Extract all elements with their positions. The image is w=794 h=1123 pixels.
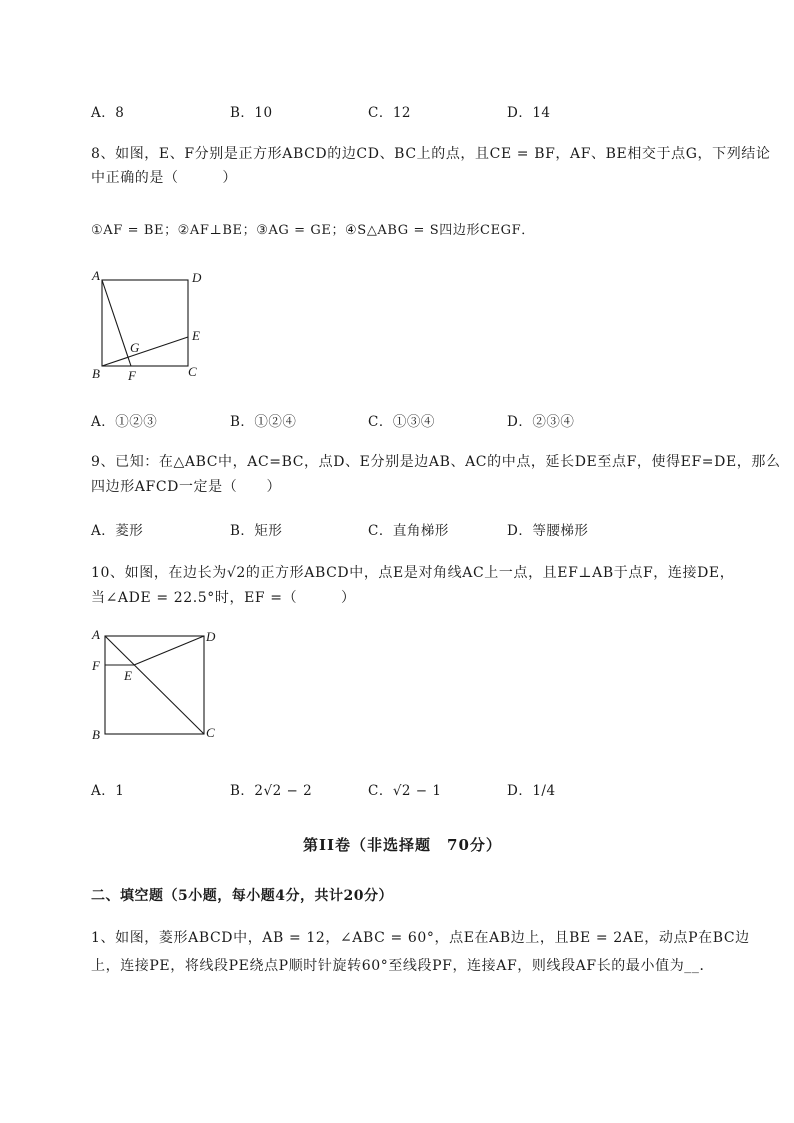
q10-figure: [88, 624, 228, 748]
q8-label-d: D: [192, 270, 202, 285]
q10-label-f: F: [92, 658, 100, 673]
q10-stem-line1: 10、如图，在边长为√2的正方形ABCD中，点E是对角线AC上一点，且EF⊥AB于点F，连接DE，: [91, 565, 735, 581]
q10-label-a: A: [92, 627, 100, 642]
q8-option-c: C．①③④: [368, 414, 435, 430]
q10-segment-de: [134, 636, 204, 665]
q8-label-b: B: [92, 366, 100, 381]
q8-label-f: F: [128, 368, 136, 383]
q10-label-d: D: [206, 629, 216, 644]
q8-option-b: B．①②④: [230, 414, 297, 430]
q10-option-b: B．2√2 − 2: [230, 783, 313, 799]
q8-segment-af: [102, 280, 131, 366]
q10-label-e: E: [124, 668, 132, 683]
q9-option-d: D．等腰梯形: [507, 523, 589, 539]
q9-option-c: C．直角梯形: [368, 523, 449, 539]
q8-square: [102, 280, 188, 366]
q9-option-b: B．矩形: [230, 523, 283, 539]
q8-segment-be: [102, 337, 188, 366]
part2-title: 第II卷（非选择题 70分）: [303, 836, 502, 854]
q8-option-d: D．②③④: [507, 414, 575, 430]
q9-stem-line1: 9、已知：在△ABC中，AC=BC，点D、E分别是边AB、AC的中点，延长DE至点F，使得EF=DE，那么: [91, 454, 781, 470]
q8-stem-line1: 8、如图，E、F分别是正方形ABCD的边CD、BC上的点，且CE = BF，AF、BE相交于点G，下列结论: [91, 146, 771, 162]
q8-option-a: A．①②③: [91, 414, 158, 430]
q10-option-c: C．√2 − 1: [368, 783, 442, 799]
q7-option-b: B．10: [230, 105, 273, 121]
q9-option-a: A．菱形: [91, 523, 144, 539]
q9-stem-line2: 四边形AFCD一定是（ ）: [91, 479, 282, 495]
q10-label-c: C: [206, 725, 215, 740]
q7-option-a: A．8: [91, 105, 125, 121]
q10-option-d: D．1/4: [507, 783, 556, 799]
q7-option-d: D．14: [507, 105, 551, 121]
fill1-stem-line2: 上，连接PE，将线段PE绕点P顺时针旋转60°至线段PF，连接AF，则线段AF长的最小值为__．: [91, 958, 715, 974]
q8-stem-line2: 中正确的是（ ）: [91, 170, 237, 186]
q8-label-c: C: [188, 364, 197, 379]
q7-option-c: C．12: [368, 105, 412, 121]
q8-label-g: G: [130, 340, 140, 355]
q10-stem-line2: 当∠ADE = 22.5°时，EF =（ ）: [91, 590, 356, 606]
q10-option-a: A．1: [91, 783, 125, 799]
q8-label-a: A: [92, 268, 100, 283]
fill1-stem-line1: 1、如图，菱形ABCD中，AB = 12，∠ABC = 60°，点E在AB边上，且BE = 2AE，动点P在BC边: [91, 930, 750, 946]
q8-statements: ①AF = BE；②AF⊥BE；③AG = GE；④S△ABG = S四边形CEGF．: [91, 223, 535, 238]
q8-label-e: E: [192, 328, 200, 343]
section2-heading: 二、填空题（5小题，每小题4分，共计20分）: [91, 888, 393, 904]
q8-figure: [88, 266, 210, 386]
q10-diagonal-ac: [105, 636, 204, 734]
q10-label-b: B: [92, 727, 100, 742]
